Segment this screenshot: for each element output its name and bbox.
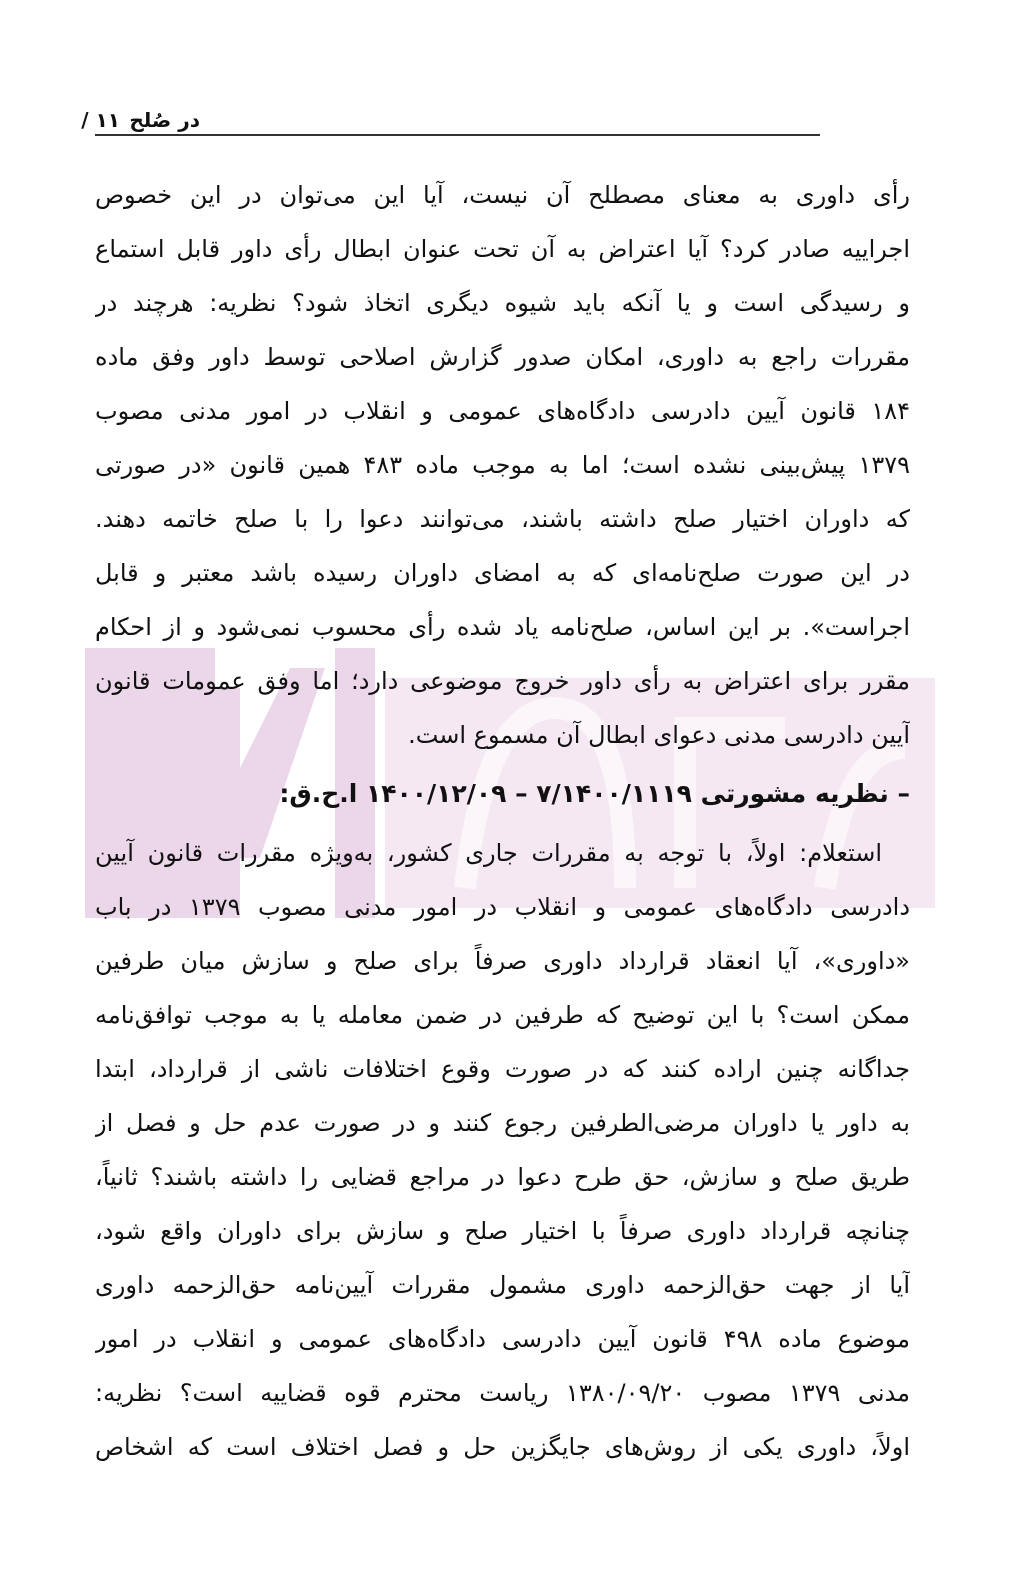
page-number (81, 108, 120, 132)
text-line: رأی داوری به معنای مصطلح آن نیست، آیا این می‌توان در این خصوص (95, 181, 910, 209)
text-line: و رسیدگی است و یا آنکه باید شیوه دیگری اتخاذ شود؟ نظریه: هرچند در (95, 289, 910, 317)
text-line: ۱۸۴ قانون آیین دادرسی دادگاه‌های عمومی و انقلاب در امور مدنی مصوب (95, 397, 910, 425)
text-line: در این صورت صلح‌نامه‌ای که به امضای داوران رسیده باشد معتبر و قابل (95, 559, 910, 587)
text-line: استعلام: اولاً، با توجه به مقررات جاری کشور، به‌ویژه مقررات قانون آیین (95, 839, 882, 867)
page-body (95, 168, 910, 1474)
text-line: اجراست». بر این اساس، صلح‌نامه یاد شده رأی محسوب نمی‌شود و از احکام (95, 613, 910, 641)
page-header (81, 108, 940, 138)
text-line: دادرسی دادگاه‌های عمومی و انقلاب در امور مدنی مصوب ۱۳۷۹ در باب (95, 893, 910, 921)
header-rule (95, 134, 820, 136)
running-title: در صُلح (129, 108, 200, 132)
text-line: جداگانه چنین اراده کنند که در صورت وقوع اختلافات ناشی از قرارداد، ابتدا (95, 1055, 910, 1083)
text-line: طریق صلح و سازش، حق طرح دعوا در مراجع قضایی را داشته باشند؟ ثانیاً، (95, 1163, 910, 1191)
text-line: چنانچه قرارداد داوری صرفاً با اختیار صلح و سازش برای داوران واقع شود، (95, 1217, 910, 1245)
text-line: مقرر برای اعتراض به رأی داور خروج موضوعی دارد؛ اما وفق عمومات قانون (95, 667, 910, 695)
text-line: مدنی ۱۳۷۹ مصوب ۱۳۸۰/۰۹/۲۰ ریاست محترم قوه قضاییه است؟ نظریه: (95, 1379, 910, 1407)
separator: / (81, 108, 89, 132)
page-number-value: ۱۱ (95, 108, 120, 132)
text-line: ممکن است؟ با این توضیح که طرفین در ضمن معامله یا به موجب توافق‌نامه (95, 1001, 910, 1029)
text-line: «داوری»، آیا انعقاد قرارداد داوری صرفاً برای صلح و سازش میان طرفین (95, 947, 910, 975)
text-line: اجراییه صادر کرد؟ آیا اعتراض به آن تحت عنوان ابطال رأی داور قابل استماع (95, 235, 910, 263)
text-line: موضوع ماده ۴۹۸ قانون آیین دادرسی دادگاه‌های عمومی و انقلاب در امور (95, 1325, 910, 1353)
text-line: که داوران اختیار صلح داشته باشند، می‌توانند دعوا را با صلح خاتمه دهند. (95, 505, 910, 533)
section-heading: – نظریه مشورتی ۷/۱۴۰۰/۱۱۱۹ – ۱۴۰۰/۱۲/۰۹ ا.ح.ق: (279, 779, 910, 808)
text-line: ۱۳۷۹ پیش‌بینی نشده است؛ اما به موجب ماده ۴۸۳ همین قانون «در صورتی (95, 451, 910, 479)
paragraph-2 (95, 826, 910, 1474)
text-line: به داور یا داوران مرضی‌الطرفین رجوع کنند و در صورت عدم حل و فصل از (95, 1109, 910, 1137)
text-line: اولاً، داوری یکی از روش‌های جایگزین حل و فصل اختلاف است که اشخاص (95, 1433, 910, 1461)
text-line: آیا از جهت حق‌الزحمه داوری مشمول مقررات آیین‌نامه حق‌الزحمه داوری (95, 1271, 910, 1299)
text-line: مقررات راجع به داوری، امکان صدور گزارش اصلاحی توسط داور وفق ماده (95, 343, 910, 371)
text-line: آیین دادرسی مدنی دعوای ابطال آن مسموع است. (408, 721, 910, 749)
paragraph-1 (95, 168, 910, 762)
